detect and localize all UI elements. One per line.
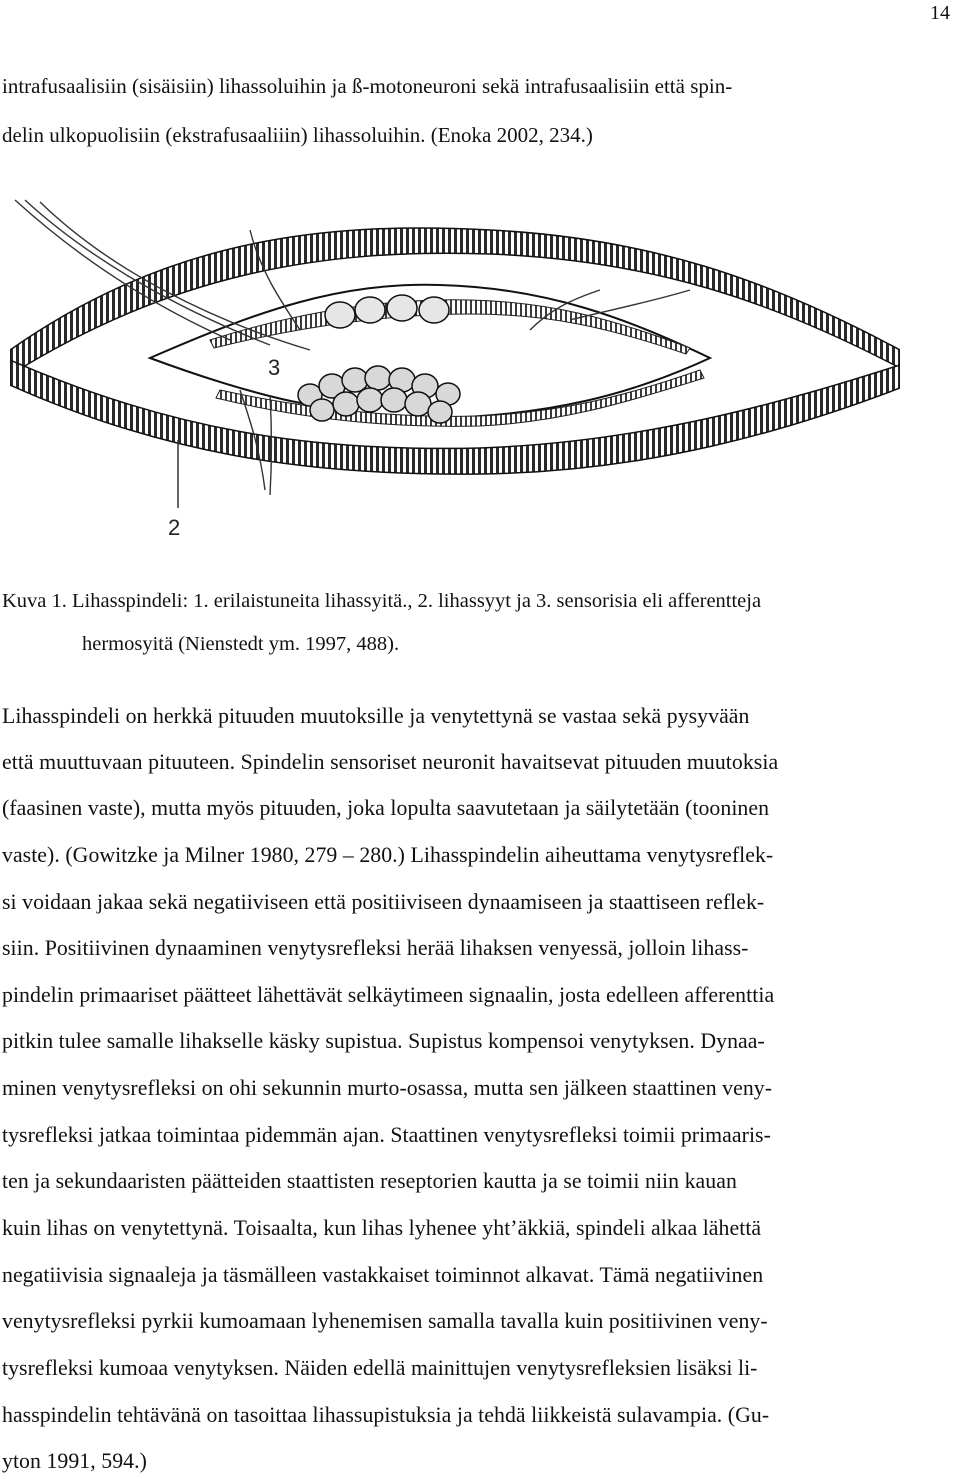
body-line: hasspindelin tehtävänä on tasoittaa lihassupistuksia ja tehdä liikkeistä sulavampia. (Gu- <box>2 1403 770 1427</box>
figure-label-2: 2 <box>168 515 181 540</box>
body-line: ten ja sekundaaristen päätteiden staattisten reseptorien kautta ja se toimii niin kauan <box>2 1169 737 1193</box>
body-line: että muuttuvaan pituuteen. Spindelin sensoriset neuronit havaitsevat pituuden muutoksia <box>2 750 779 774</box>
body-line: (faasinen vaste), mutta myös pituuden, joka lopulta saavutetaan ja säilytetään (tooninen <box>2 796 770 820</box>
body-line: kuin lihas on venytettynä. Toisaalta, kun lihas lyhenee yht’äkkiä, spindeli alkaa lähettä <box>2 1216 762 1240</box>
page-number: 14 <box>930 2 950 24</box>
body-line: vaste). (Gowitzke ja Milner 1980, 279 – 280.) Lihasspindelin aiheuttama venytysreflek- <box>2 843 774 867</box>
caption-line: Kuva 1. Lihasspindeli: 1. erilaistuneita lihassyitä., 2. lihassyyt ja 3. sensorisia eli afferentteja <box>2 590 762 612</box>
body-line: minen venytysrefleksi on ohi sekunnin murto-osassa, mutta sen jälkeen staattinen veny- <box>2 1076 773 1100</box>
intro-line: intrafusaalisiin (sisäisiin) lihassoluihin ja ß-motoneuroni sekä intrafusaalisiin että spin- <box>2 74 733 98</box>
body-line: pindelin primaariset päätteet lähettävät selkäytimeen signaalin, josta edelleen afferenttia <box>2 983 775 1007</box>
body-line: negatiivisia signaaleja ja täsmälleen vastakkaiset toiminnot alkavat. Tämä negatiivinen <box>2 1263 764 1287</box>
body-line: si voidaan jakaa sekä negatiiviseen että positiiviseen dynaamiseen ja staattiseen reflek- <box>2 890 765 914</box>
body-line: siin. Positiivinen dynaaminen venytysrefleksi herää lihaksen venyessä, jolloin lihass- <box>2 936 749 960</box>
caption-line: hermosyitä (Nienstedt ym. 1997, 488). <box>82 633 400 655</box>
body-line: yton 1991, 594.) <box>2 1449 147 1473</box>
muscle-spindle-illustration <box>10 190 900 550</box>
body-line: pitkin tulee samalle lihakselle käsky supistua. Supistus kompensoi venytyksen. Dynaa- <box>2 1029 765 1053</box>
figure-label-3: 3 <box>268 355 281 380</box>
body-line: Lihasspindeli on herkkä pituuden muutoksille ja venytettynä se vastaa sekä pysyvään <box>2 704 750 728</box>
body-line: venytysrefleksi pyrkii kumoamaan lyhenemisen samalla tavalla kuin positiivinen veny- <box>2 1309 768 1333</box>
intro-line: delin ulkopuolisiin (ekstrafusaaliiin) lihassoluihin. (Enoka 2002, 234.) <box>2 123 593 147</box>
body-line: tysrefleksi kumoaa venytyksen. Näiden edellä mainittujen venytysrefleksien lisäksi li- <box>2 1356 758 1380</box>
body-line: tysrefleksi jatkaa toimintaa pidemmän ajan. Staattinen venytysrefleksi toimii primaaris- <box>2 1123 771 1147</box>
muscle-spindle-figure <box>10 190 900 550</box>
